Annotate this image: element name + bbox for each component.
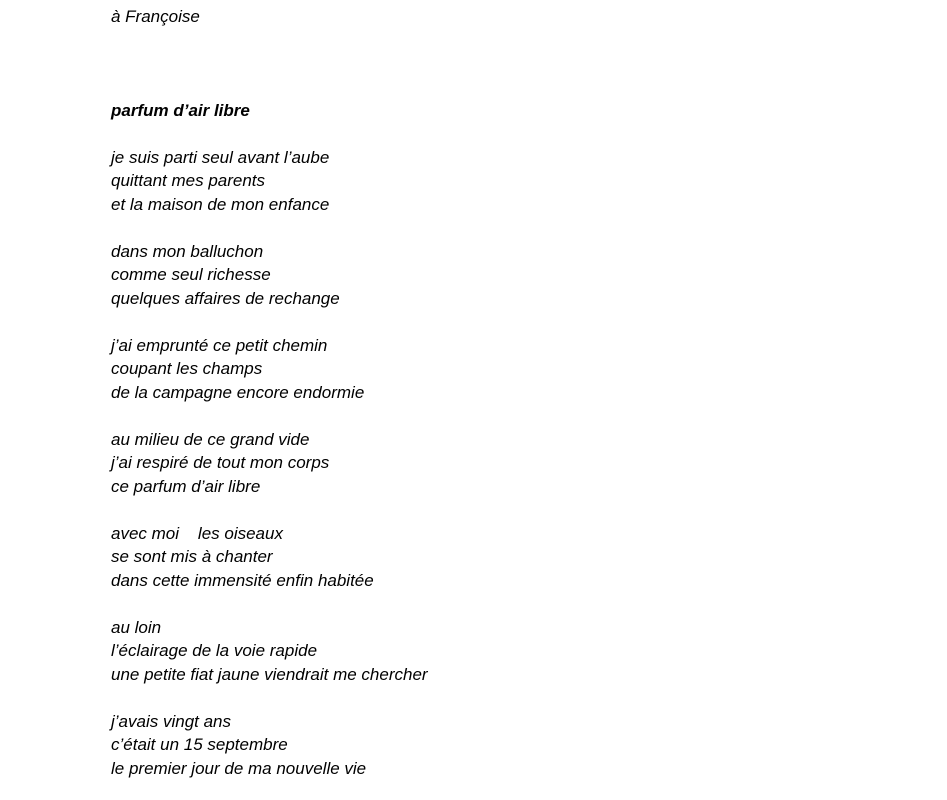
poem-line: coupant les champs: [111, 359, 263, 378]
poem-line: dans cette immensité enfin habitée: [111, 570, 374, 590]
stanza-6: [111, 616, 911, 687]
poem-line: se sont mis à chanter: [111, 547, 273, 566]
poem-line: dans mon balluchon: [111, 241, 264, 261]
poem-line: l’éclairage de la voie rapide: [111, 641, 318, 660]
stanza-7: [111, 710, 911, 781]
poem-title: parfum d’air libre: [111, 100, 250, 120]
poem-line: et la maison de mon enfance: [111, 194, 330, 214]
stanza-1: [111, 146, 911, 217]
poem-line: avec moi les oiseaux: [111, 523, 283, 543]
poem-line: j’avais vingt ans: [111, 711, 232, 731]
poem-line: une petite fiat jaune viendrait me chercher: [111, 664, 428, 684]
poem-line: j’ai respiré de tout mon corps: [111, 453, 330, 472]
dedication: à Françoise: [111, 7, 200, 26]
poem-line: le premier jour de ma nouvelle vie: [111, 758, 367, 778]
poem-line: au milieu de ce grand vide: [111, 429, 310, 449]
stanza-2: [111, 240, 911, 311]
poem-line: de la campagne encore endormie: [111, 382, 365, 402]
poem-line: c’était un 15 septembre: [111, 735, 288, 754]
stanza-3: [111, 334, 911, 405]
poem-line: j’ai emprunté ce petit chemin: [111, 335, 328, 355]
stanza-4: [111, 428, 911, 499]
poem-line: ce parfum d’air libre: [111, 476, 261, 496]
document-page: [111, 5, 911, 780]
poem-line: comme seul richesse: [111, 265, 271, 284]
poem-line: je suis parti seul avant l’aube: [111, 147, 330, 167]
poem-line: quittant mes parents: [111, 171, 266, 190]
poem-line: quelques affaires de rechange: [111, 288, 340, 308]
stanza-5: [111, 522, 911, 593]
poem-line: au loin: [111, 617, 162, 637]
